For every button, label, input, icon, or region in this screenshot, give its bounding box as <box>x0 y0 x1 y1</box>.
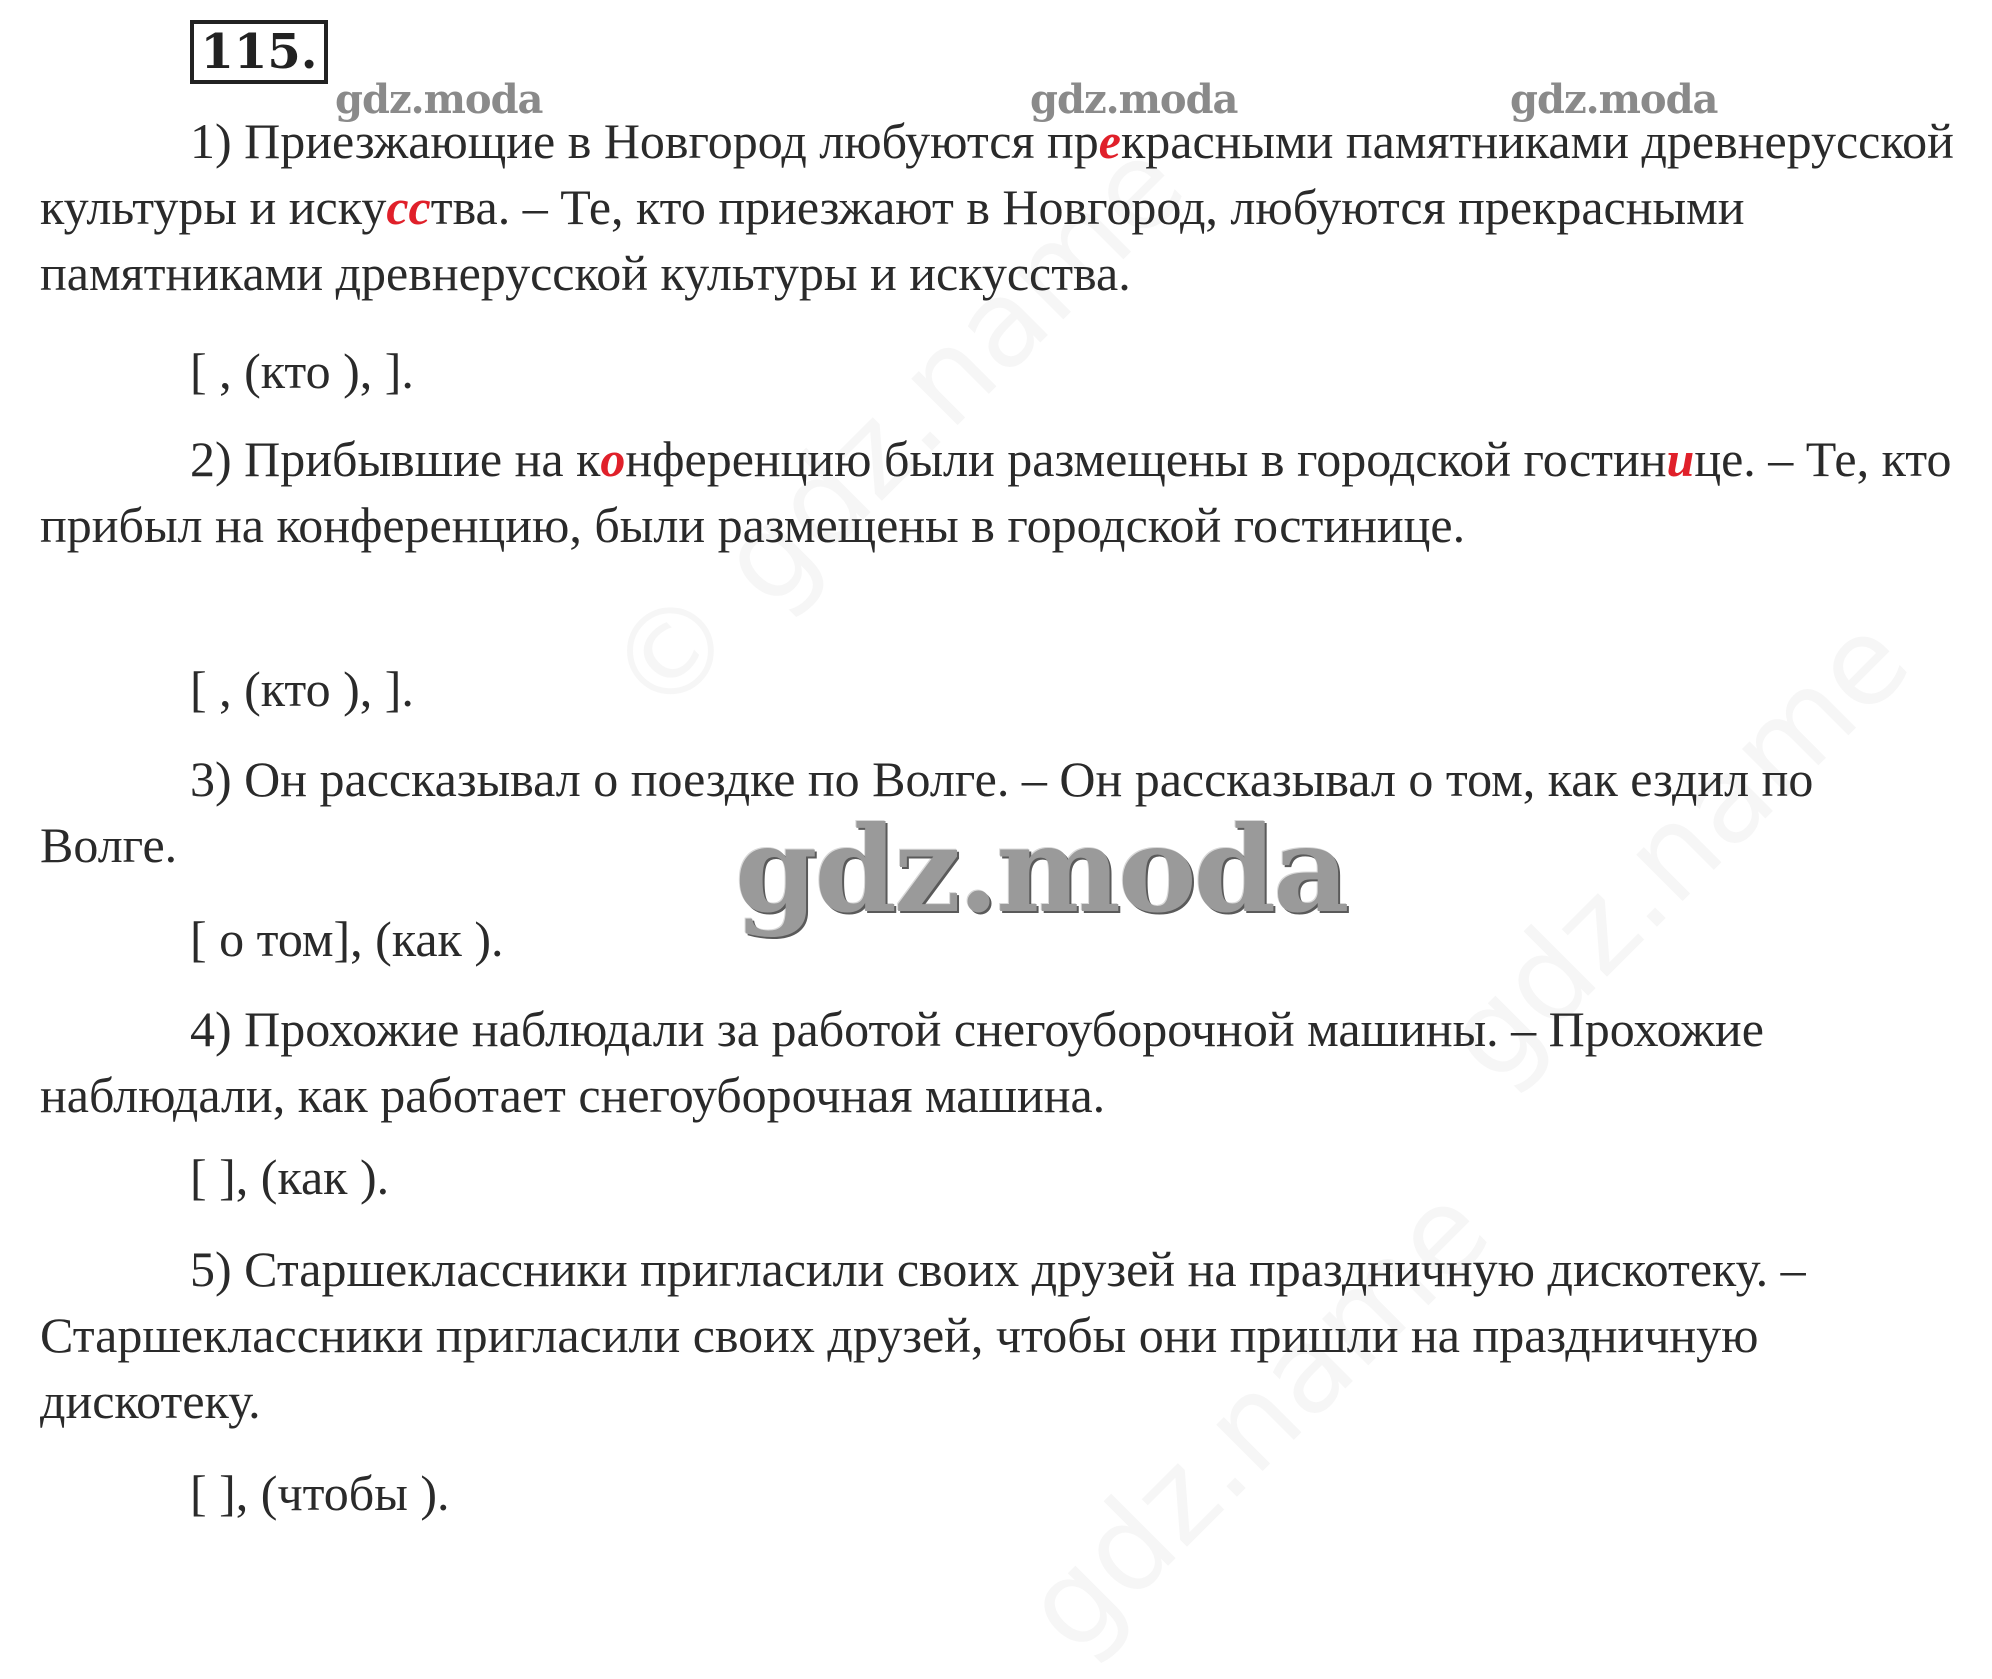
item-text: красными памятниками древнерусской культуры и иску <box>40 113 1954 235</box>
item-label: 5) <box>190 1241 232 1297</box>
sentence-scheme: [ о том], (как ). <box>190 911 504 967</box>
sentence-scheme: [ , (кто ), ]. <box>190 661 414 717</box>
exercise-number: 115. <box>190 20 328 84</box>
exercise-item <box>40 426 1960 558</box>
watermark-center: gdz.moda <box>735 800 1347 939</box>
item-text: Прибывшие на к <box>244 431 601 487</box>
watermark-top: gdz.moda <box>335 76 543 123</box>
item-text: Прохожие наблюдали за работой снегоуборочной машины. – Прохожие наблюдали, как работает снегоуборочная машина. <box>40 1001 1764 1123</box>
highlighted-letter: е <box>1098 113 1121 169</box>
item-label: 1) <box>190 113 232 169</box>
exercise-item <box>40 996 1960 1128</box>
item-text: тва. – Те, кто приезжают в Новгород, любуются прекрасными памятниками древнерусской культуры и искусства. <box>40 179 1745 301</box>
watermark-top: gdz.moda <box>1030 76 1238 123</box>
item-label: 4) <box>190 1001 232 1057</box>
item-text: Он рассказывал о поездке по Волге. – Он рассказывал о том, как ездил по Волге. <box>40 751 1814 873</box>
sentence-scheme: [ , (кто ), ]. <box>190 343 414 399</box>
item-text: Приезжающие в Новгород любуются пр <box>244 113 1099 169</box>
item-text: нференцию были размещены в городской гостин <box>625 431 1667 487</box>
item-label: 3) <box>190 751 232 807</box>
highlighted-letter: о <box>600 431 626 487</box>
sentence-scheme: [ ], (как ). <box>190 1149 390 1205</box>
exercise-item <box>40 108 1960 306</box>
item-label: 2) <box>190 431 232 487</box>
exercise-item <box>40 1236 1960 1434</box>
highlighted-letter: сс <box>386 179 431 235</box>
watermark-top: gdz.moda <box>1510 76 1718 123</box>
highlighted-letter: и <box>1666 431 1695 487</box>
item-text: Старшеклассники пригласили своих друзей на праздничную дискотеку. – Старшеклассники пригласили своих друзей, чтобы они пришли на праздничную дискотеку. <box>40 1241 1806 1429</box>
sentence-scheme: [ ], (чтобы ). <box>190 1465 450 1521</box>
item-text: це. – Те, кто прибыл на конференцию, были размещены в городской гостинице. <box>40 431 1952 553</box>
